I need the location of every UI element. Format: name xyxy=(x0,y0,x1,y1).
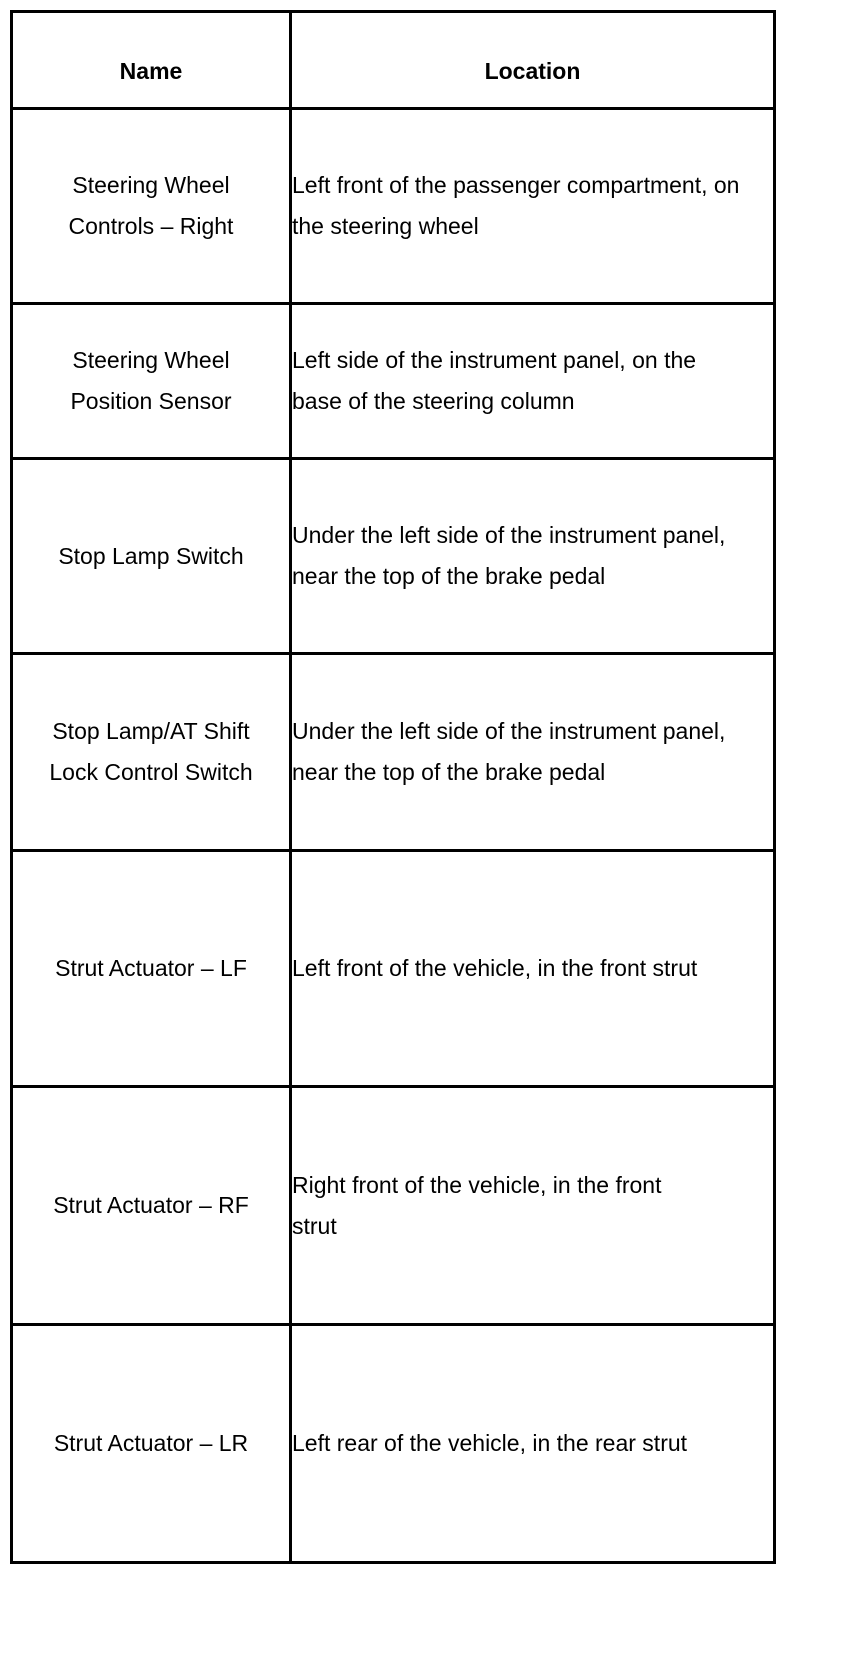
row-location: Right front of the vehicle, in the front strut xyxy=(292,1171,662,1239)
row-location: Under the left side of the instrument panel, near the top of the brake pedal xyxy=(292,718,726,785)
header-location: Location xyxy=(291,12,775,109)
row-location: Left rear of the vehicle, in the rear strut xyxy=(292,1430,688,1456)
cell-location xyxy=(291,1325,775,1563)
cell-name xyxy=(12,1087,291,1325)
table-row xyxy=(12,1087,775,1325)
cell-name xyxy=(12,654,291,851)
table-row xyxy=(12,1325,775,1563)
row-name: Strut Actuator – LF xyxy=(55,955,247,981)
row-name: Steering Wheel Controls – Right xyxy=(68,172,234,239)
header-row xyxy=(12,12,775,109)
table-row xyxy=(12,304,775,459)
cell-name xyxy=(12,1325,291,1563)
row-location: Left front of the vehicle, in the front strut xyxy=(292,955,698,981)
cell-name xyxy=(12,459,291,654)
cell-name xyxy=(12,304,291,459)
row-name: Stop Lamp Switch xyxy=(58,542,244,569)
row-name: Steering Wheel Position Sensor xyxy=(70,347,232,414)
cell-name xyxy=(12,851,291,1087)
table-row xyxy=(12,459,775,654)
component-location-table xyxy=(10,10,776,1564)
header-name: Name xyxy=(12,12,291,109)
cell-location xyxy=(291,304,775,459)
row-name: Stop Lamp/AT Shift Lock Control Switch xyxy=(49,718,253,785)
cell-location xyxy=(291,654,775,851)
table-row xyxy=(12,851,775,1087)
cell-location xyxy=(291,851,775,1087)
cell-location xyxy=(291,109,775,304)
row-location: Under the left side of the instrument panel, near the top of the brake pedal xyxy=(292,522,726,589)
cell-location xyxy=(291,459,775,654)
cell-location xyxy=(291,1087,775,1325)
cell-name xyxy=(12,109,291,304)
table-row xyxy=(12,654,775,851)
row-name: Strut Actuator – LR xyxy=(53,1430,249,1456)
row-name: Strut Actuator – RF xyxy=(53,1192,249,1218)
row-location: Left front of the passenger compartment, on the steering wheel xyxy=(292,172,740,239)
table-row xyxy=(12,109,775,304)
row-location: Left side of the instrument panel, on the base of the steering column xyxy=(292,347,697,414)
